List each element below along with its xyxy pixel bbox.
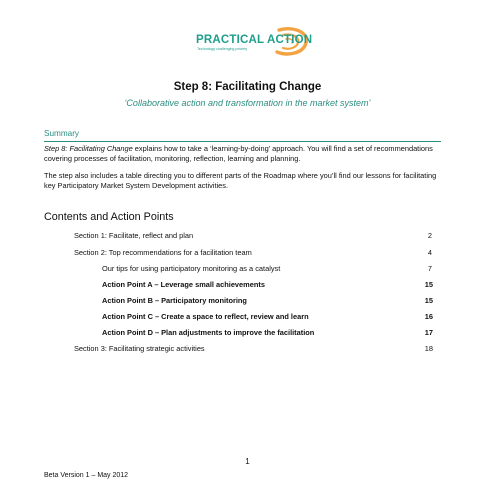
footer-version: Beta Version 1 – May 2012	[44, 472, 129, 479]
page-subtitle: ‘Collaborative action and transformation in the market system’	[124, 98, 371, 108]
contents-heading: Contents and Action Points	[44, 211, 174, 223]
toc-entry-page: 7	[427, 264, 432, 273]
summary-paragraph-1-text: explains how to take a ‘learning-by-doing’ approach. You will find a set of recommendations covering processes of facilitation, monitoring, reflection, learning and planning.	[44, 144, 433, 163]
toc-entry-page: 18	[424, 344, 433, 353]
toc-entry-label: Our tips for using participatory monitoring as a catalyst	[102, 264, 281, 273]
logo-tagline: Technology challenging poverty	[197, 47, 248, 51]
page-title: Step 8: Facilitating Change	[173, 81, 322, 93]
toc-entry-page: 4	[427, 248, 432, 257]
page-number: 1	[245, 457, 250, 466]
toc-entry-label: Section 2: Top recommendations for a facilitation team	[74, 248, 252, 257]
toc-entry-page: 2	[427, 231, 432, 240]
toc-entry-label: Action Point D – Plan adjustments to improve the facilitation	[102, 328, 315, 337]
toc-entry-label: Section 3: Facilitating strategic activities	[74, 344, 205, 353]
toc-entry-page: 15	[424, 280, 433, 289]
toc-entry-page: 17	[424, 328, 433, 337]
toc-entry-label: Section 1: Facilitate, reflect and plan	[74, 231, 194, 240]
summary-heading: Summary	[44, 129, 80, 138]
logo-name: PRACTICAL ACTION	[196, 34, 313, 46]
toc-entry-label: Action Point A – Leverage small achievements	[102, 280, 265, 289]
summary-paragraph-2: The step also includes a table directing you to different parts of the Roadmap where you’ll find our lessons for facilitating key Participatory Market System Development activities.	[44, 171, 437, 190]
toc-entry-label: Action Point B – Participatory monitoring	[102, 296, 247, 305]
toc-entry-label: Action Point C – Create a space to reflect, review and learn	[102, 312, 309, 321]
toc-entry-page: 16	[424, 312, 433, 321]
toc-entry-page: 15	[424, 296, 433, 305]
summary-step-name: Step 8: Facilitating Change	[44, 144, 133, 153]
